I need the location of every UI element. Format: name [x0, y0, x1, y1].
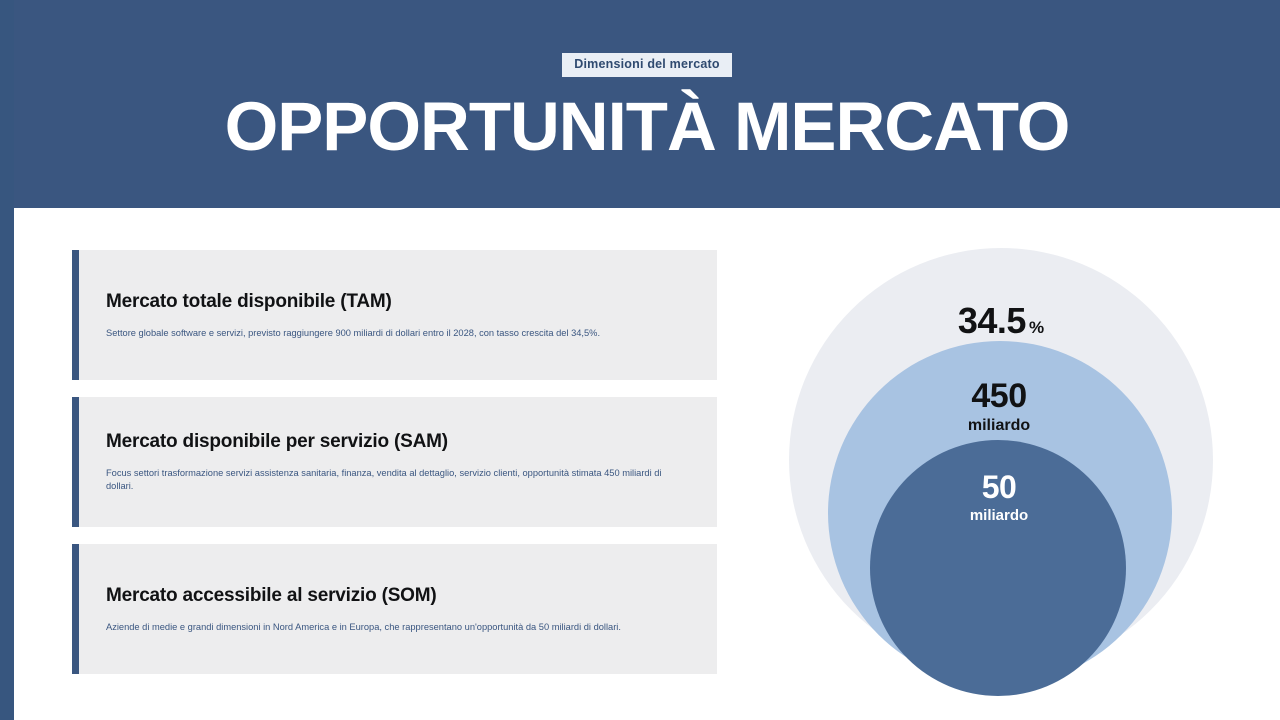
card-accent-bar	[72, 397, 79, 527]
chart-label-sam	[774, 378, 1224, 435]
eyebrow-badge: Dimensioni del mercato	[562, 53, 731, 77]
slide-header	[14, 0, 1280, 208]
chart-unit-tam: %	[1028, 318, 1045, 337]
card-accent-bar	[72, 250, 79, 380]
left-accent-strip	[0, 0, 14, 720]
card-body: Focus settori trasformazione servizi assistenza sanitaria, finanza, vendita al dettaglio, servizio clienti, opportunità stimata 450 miliardi di dollari.	[106, 468, 662, 491]
card-heading: Mercato disponibile per servizio (SAM)	[106, 431, 448, 453]
chart-value-sam: 450	[971, 377, 1027, 415]
market-cards-list	[72, 250, 717, 691]
card-body: Settore globale software e servizi, previsto raggiungere 900 miliardi di dollari entro il 2028, con tasso crescita del 34,5%.	[106, 327, 601, 338]
slide-body	[14, 208, 1280, 720]
chart-label-som	[774, 470, 1224, 524]
chart-unit-sam: miliardo	[967, 417, 1031, 435]
list-item[interactable]	[72, 250, 717, 380]
chart-unit-som: miliardo	[969, 507, 1029, 525]
card-body: Aziende di medie e grandi dimensioni in Nord America e in Europa, che rappresentano un'opportunità da 50 miliardi di dollari.	[106, 621, 621, 632]
card-heading: Mercato totale disponibile (TAM)	[106, 290, 392, 312]
card-heading: Mercato accessibile al servizio (SOM)	[106, 584, 437, 606]
chart-value-tam: 34.5	[957, 300, 1026, 341]
chart-value-som: 50	[981, 469, 1017, 505]
list-item[interactable]	[72, 397, 717, 527]
card-accent-bar	[72, 544, 79, 674]
page-title: OPPORTUNITÀ MERCATO	[224, 87, 1070, 165]
chart-label-tam	[774, 300, 1228, 342]
list-item[interactable]	[72, 544, 717, 674]
concentric-circles-chart	[774, 238, 1214, 678]
